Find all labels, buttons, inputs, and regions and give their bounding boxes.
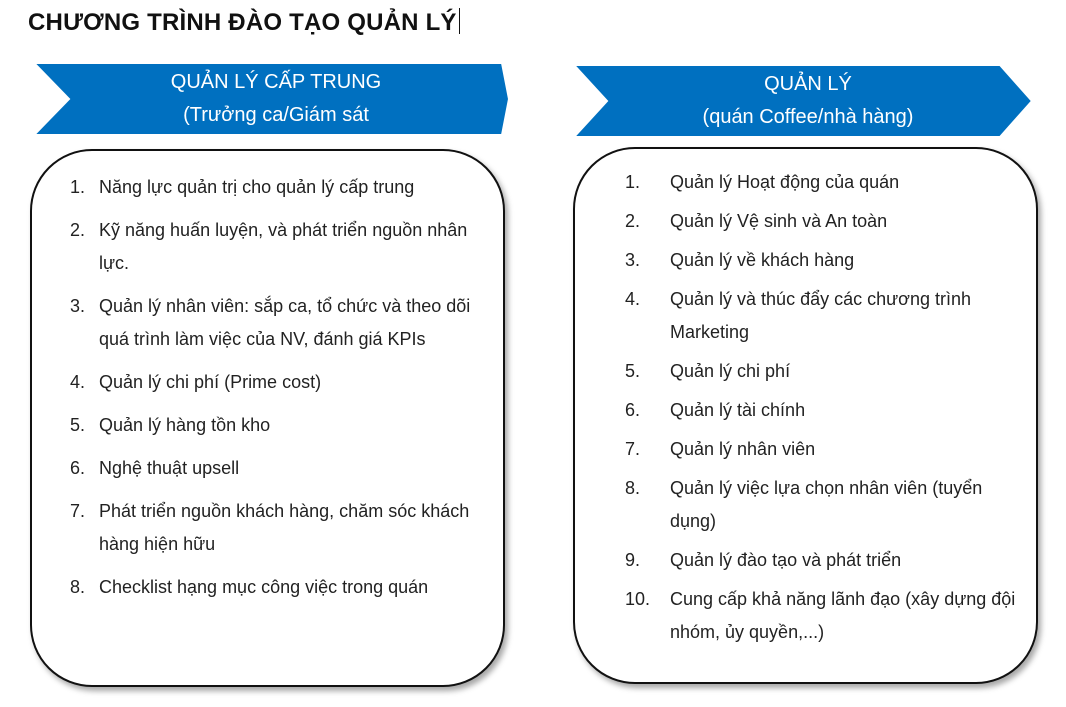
list-item-number: 2. (70, 220, 86, 240)
list-item (625, 355, 1018, 388)
list-item (625, 205, 1018, 238)
list-item-number: 8. (70, 577, 86, 597)
list-item-text: Năng lực quản trị cho quản lý cấp trung (99, 177, 415, 197)
left-card (30, 149, 505, 687)
list-item (625, 283, 1018, 349)
right-card (573, 147, 1038, 684)
list-item-text: Quản lý tài chính (670, 400, 806, 420)
left-banner (30, 60, 512, 138)
right-banner (570, 62, 1036, 140)
list-item (70, 366, 483, 399)
list-item-text: Quản lý và thúc đẩy các chương trình Marketing (670, 289, 972, 342)
list-item-number: 5. (625, 361, 641, 381)
list-item-text: Quản lý về khách hàng (670, 250, 855, 270)
list-item-number: 7. (70, 501, 86, 521)
list-item (70, 571, 483, 604)
list-item (625, 244, 1018, 277)
list-item-text: Quản lý hàng tồn kho (99, 415, 271, 435)
list-item (70, 290, 483, 356)
right-list (575, 149, 1036, 649)
list-item-text: Nghệ thuật upsell (99, 458, 240, 478)
list-item (70, 495, 483, 561)
list-item-text: Quản lý Hoạt động của quán (670, 172, 900, 192)
right-banner-title: QUẢN LÝ (764, 73, 852, 95)
list-item-number: 4. (70, 372, 86, 392)
list-item-number: 7. (625, 439, 641, 459)
left-list (32, 151, 503, 604)
list-item-number: 4. (625, 289, 641, 309)
list-item-text: Cung cấp khả năng lãnh đạo (xây dựng đội nhóm, ủy quyền,...) (670, 589, 1016, 642)
list-item-number: 9. (625, 550, 641, 570)
list-item (625, 472, 1018, 538)
list-item-text: Kỹ năng huấn luyện, và phát triển nguồn nhân lực. (99, 220, 468, 273)
list-item (625, 544, 1018, 577)
list-item-number: 2. (625, 211, 641, 231)
list-item-text: Quản lý chi phí (670, 361, 791, 381)
list-item-number: 6. (625, 400, 641, 420)
left-banner-subtitle: (Trưởng ca/Giám sát (183, 104, 369, 126)
list-item-number: 10. (625, 589, 651, 609)
list-item-text: Quản lý nhân viên (670, 439, 816, 459)
list-item (70, 409, 483, 442)
list-item (70, 171, 483, 204)
list-item-number: 3. (625, 250, 641, 270)
list-item-number: 8. (625, 478, 641, 498)
list-item-number: 1. (70, 177, 86, 197)
list-item (625, 166, 1018, 199)
list-item-number: 6. (70, 458, 86, 478)
page-title-text: CHƯƠNG TRÌNH ĐÀO TẠO QUẢN LÝ (28, 9, 457, 36)
list-item-number: 3. (70, 296, 86, 316)
list-item-number: 5. (70, 415, 86, 435)
list-item (70, 214, 483, 280)
list-item-text: Quản lý việc lựa chọn nhân viên (tuyển dụng) (670, 478, 983, 531)
list-item-text: Phát triển nguồn khách hàng, chăm sóc khách hàng hiện hữu (99, 501, 470, 554)
list-item (625, 433, 1018, 466)
list-item-number: 1. (625, 172, 641, 192)
page-title (28, 8, 460, 37)
right-banner-subtitle: (quán Coffee/nhà hàng) (702, 106, 914, 128)
list-item (625, 583, 1018, 649)
list-item-text: Quản lý đào tạo và phát triển (670, 550, 902, 570)
list-item (625, 394, 1018, 427)
left-banner-title: QUẢN LÝ CẤP TRUNG (170, 71, 382, 93)
list-item (70, 452, 483, 485)
list-item-text: Checklist hạng mục công việc trong quán (99, 577, 429, 597)
list-item-text: Quản lý nhân viên: sắp ca, tổ chức và theo dõi quá trình làm việc của NV, đánh giá KPIs (99, 296, 471, 349)
list-item-text: Quản lý chi phí (Prime cost) (99, 372, 322, 392)
text-cursor (459, 8, 460, 34)
list-item-text: Quản lý Vệ sinh và An toàn (670, 211, 888, 231)
